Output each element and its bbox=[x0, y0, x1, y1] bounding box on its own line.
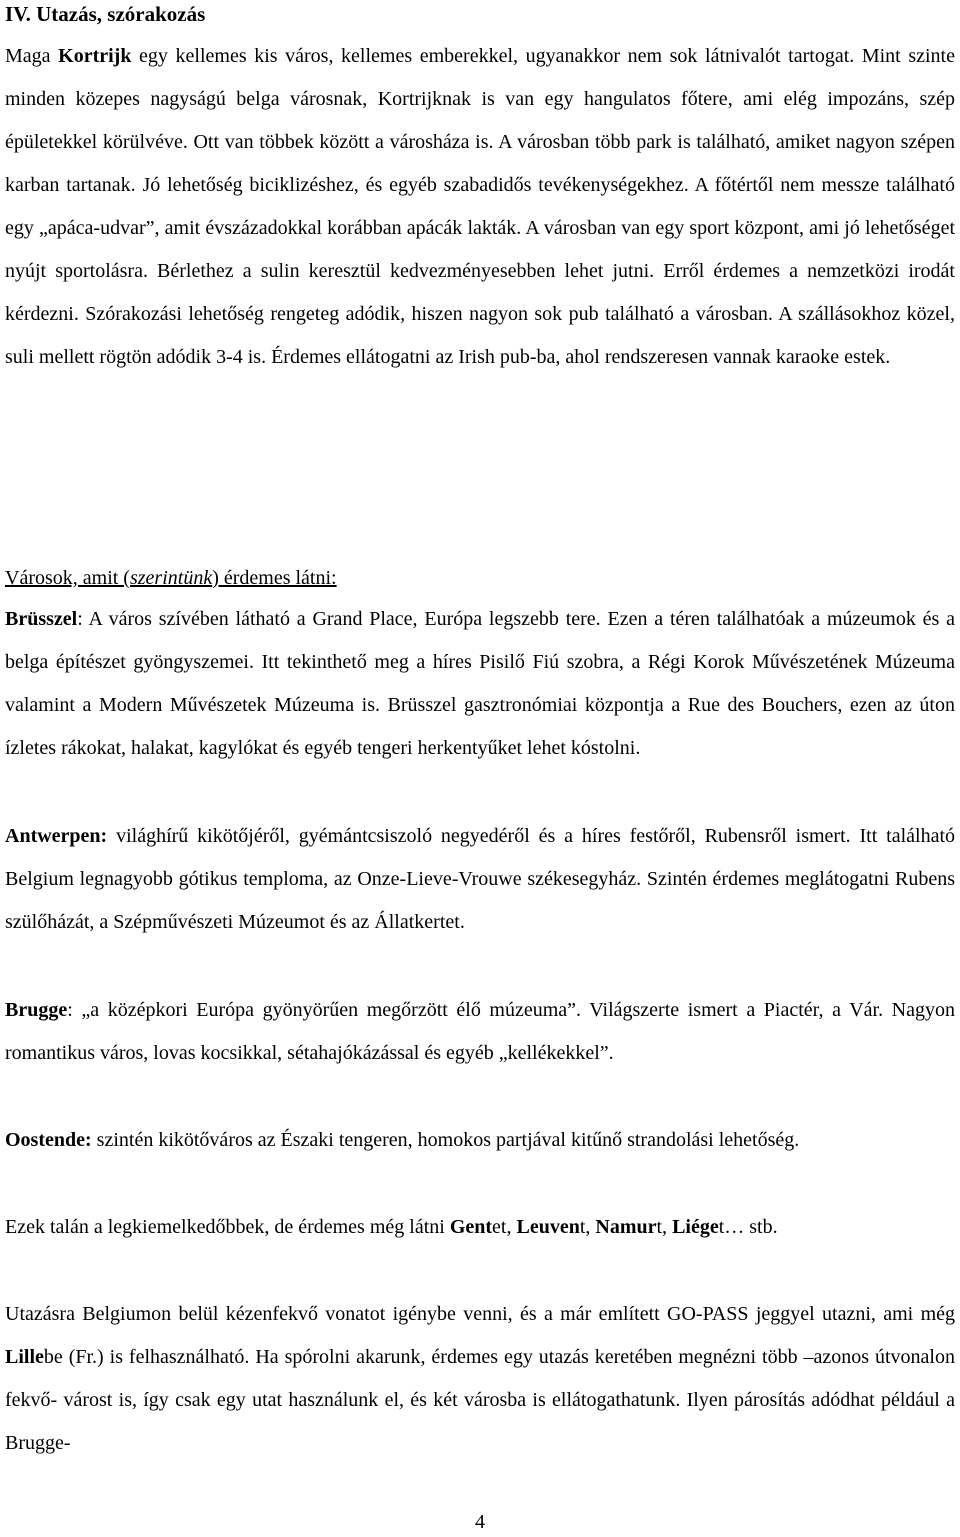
cities-title-a: Városok, amit ( bbox=[5, 567, 130, 589]
antwerpen-text: világhírű kikötőjéről, gyémántcsiszoló negyedéről és a híres festőről, Rubensről ismert. Itt található Belgium legnagyobb gótikus temploma, az Onze-Lieve-Vrouwe székesegyház. Szintén érdemes meglátogatni Rubens szülőházát, a Szépművészeti Múzeumot és az Állatkertet. bbox=[5, 825, 955, 933]
intro-paragraph bbox=[5, 35, 955, 379]
others-text-5: t… stb. bbox=[718, 1216, 778, 1238]
others-text-1: Ezek talán a legkiemelkedőbbek, de érdemes még látni bbox=[5, 1216, 450, 1238]
travel-paragraph bbox=[5, 1293, 955, 1465]
others-text-4: t, bbox=[656, 1216, 673, 1238]
intro-text-2: egy kellemes kis város, kellemes emberekkel, ugyanakkor nem sok látnivalót tartogat. Mint szinte minden közepes nagyságú belga városnak, Kortrijknak is van egy hangulatos főtere, ami elég impozáns, szép épületekkel körülvéve. Ott van többek között a városháza is. A városban több park is található, amiket nagyon szépen karban tartanak. Jó lehetőség biciklizéshez, és egyéb szabadidős tevékenységekhez. A főtértől nem messze található egy „apáca-udvar”, amit évszázadokkal korábban apácák lakták. A városban van egy sport központ, ami jó lehetőséget nyújt sportolásra. Bérlethez a sulin keresztül kedvezményesebben lehet jutni. Erről érdemes a nemzetközi irodát kérdezni. Szórakozási lehetőség rengeteg adódik, hiszen nagyon sok pub található a városban. A szállásokhoz közel, suli mellett rögtön adódik 3-4 is. Érdemes ellátogatni az Irish pub-ba, ahol rendszeresen vannak karaoke estek. bbox=[5, 45, 955, 368]
oostende-name: Oostende: bbox=[5, 1129, 92, 1151]
oostende-paragraph bbox=[5, 1119, 955, 1162]
liege-name: Liége bbox=[672, 1216, 719, 1238]
cities-title-c: ) érdemes látni: bbox=[212, 567, 337, 589]
other-cities-paragraph bbox=[5, 1206, 955, 1249]
kortrijk-name: Kortrijk bbox=[58, 45, 132, 67]
brussel-text: : A város szívében látható a Grand Place, Európa legszebb tere. Ezen a téren találhatóak a múzeumok és a belga építészet gyöngyszemei. Itt tekinthető meg a híres Pisilő Fiú szobra, a Régi Korok Művészetének Múzeuma valamint a Modern Művészetek Múzeuma is. Brüsszel gasztronómiai központja a Rue des Bouchers, ezen az úton ízletes rákokat, halakat, kagylókat és egyéb tengeri herkentyűket lehet kóstolni. bbox=[5, 608, 955, 759]
others-text-2: et, bbox=[492, 1216, 517, 1238]
leuven-name: Leuven bbox=[516, 1216, 580, 1238]
brugge-text: : „a középkori Európa gyönyörűen megőrzött élő múzeuma”. Világszerte ismert a Piactér, a Vár. Nagyon romantikus város, lovas kocsikkal, sétahajókázással és egyéb „kellékekkel”. bbox=[5, 999, 955, 1064]
lille-name: Lille bbox=[5, 1346, 44, 1368]
page-number: 4 bbox=[475, 1511, 485, 1533]
cities-title-b: szerintünk bbox=[129, 567, 213, 589]
travel-text-1: Utazásra Belgiumon belül kézenfekvő vonatot igénybe venni, és a már említett GO-PASS jeggyel utazni, ami még bbox=[5, 1303, 955, 1325]
intro-text-1: Maga bbox=[5, 45, 59, 67]
gent-name: Gent bbox=[449, 1216, 493, 1238]
travel-text-2: be (Fr.) is felhasználható. Ha spórolni akarunk, érdemes egy utazás keretében megnézni több –azonos útvonalon fekvő- várost is, így csak egy utat használunk el, és két városba is ellátogathatunk. Ilyen párosítás adódhat például a Brugge- bbox=[5, 1346, 955, 1454]
brugge-name: Brugge bbox=[5, 999, 68, 1021]
others-text-3: t, bbox=[579, 1216, 596, 1238]
brussel-paragraph bbox=[5, 598, 955, 770]
brugge-paragraph bbox=[5, 989, 955, 1075]
brussel-name: Brüsszel bbox=[5, 608, 78, 630]
cities-title bbox=[5, 557, 955, 600]
namur-name: Namur bbox=[595, 1216, 657, 1238]
oostende-text: szintén kikötőváros az Északi tengeren, homokos partjával kitűnő strandolási lehetőség. bbox=[91, 1129, 800, 1151]
antwerpen-paragraph bbox=[5, 815, 955, 944]
antwerpen-name: Antwerpen: bbox=[5, 825, 108, 847]
section-heading: IV. Utazás, szórakozás bbox=[5, 2, 206, 26]
